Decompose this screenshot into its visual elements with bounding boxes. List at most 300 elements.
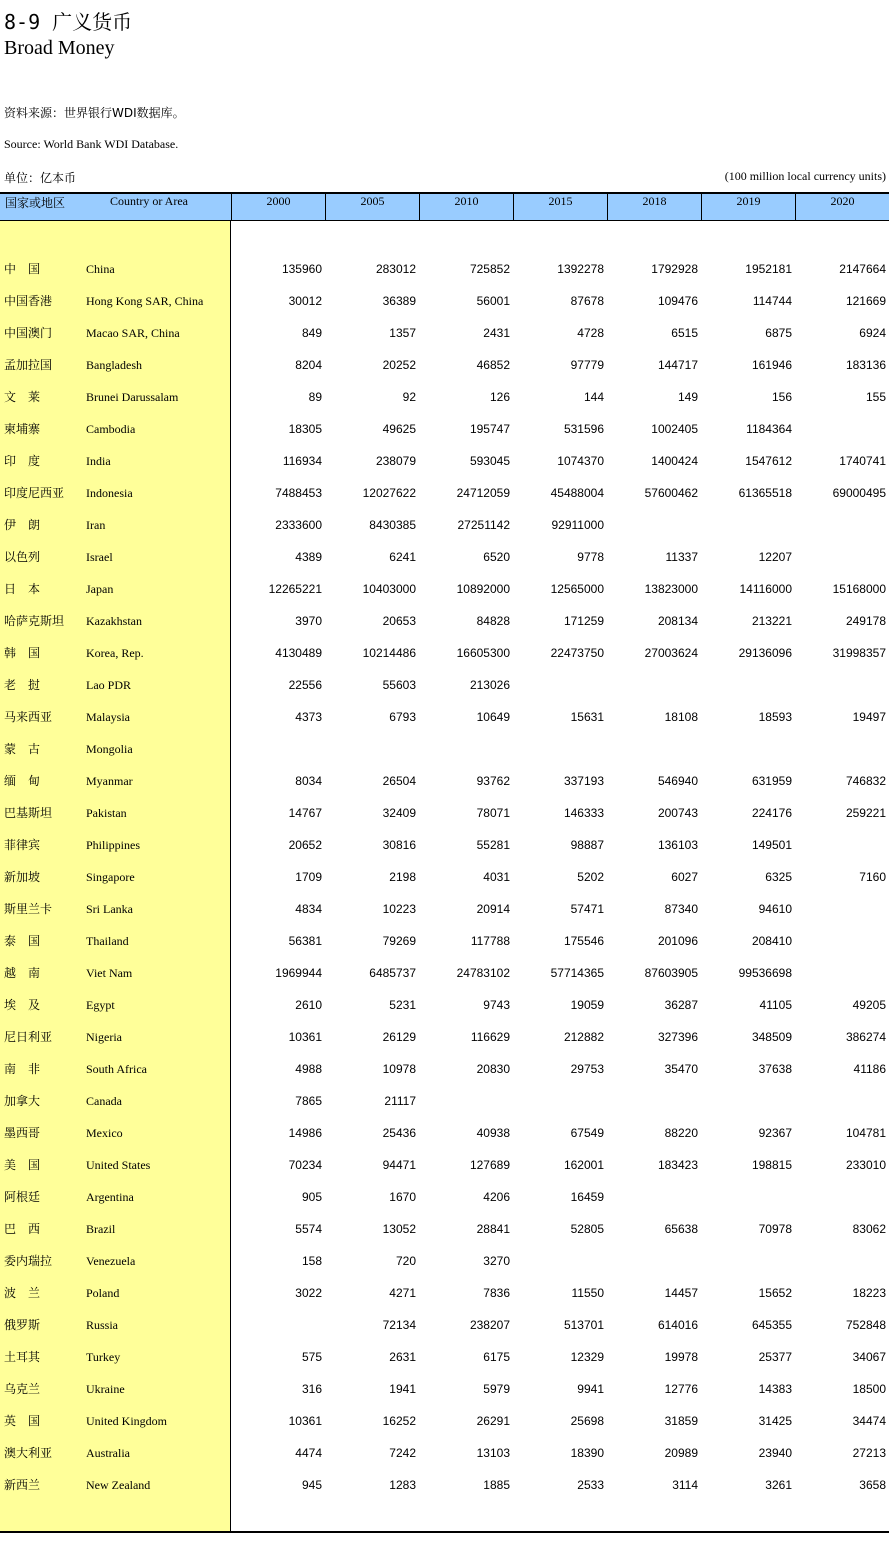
table-row [0, 1021, 889, 1053]
country-name-en: Mexico [86, 1126, 123, 1140]
value-cell: 348509 [751, 1030, 792, 1044]
table-row [0, 1469, 889, 1501]
table-row [0, 317, 889, 349]
value-cell: 56001 [476, 294, 510, 308]
value-cell: 87603905 [644, 966, 698, 980]
value-cell: 35470 [664, 1062, 698, 1076]
table-row [0, 765, 889, 797]
value-cell: 70234 [288, 1158, 322, 1172]
header-year: 2020 [795, 194, 889, 221]
value-cell: 34067 [852, 1350, 886, 1364]
value-cell: 249178 [845, 614, 886, 628]
country-name-en: South Africa [86, 1062, 147, 1076]
value-cell: 37638 [758, 1062, 792, 1076]
table-row [0, 285, 889, 317]
value-cell: 55281 [476, 838, 510, 852]
value-cell: 162001 [563, 1158, 604, 1172]
value-cell: 208134 [657, 614, 698, 628]
country-name-cn: 泰 国 [4, 934, 41, 948]
value-cell: 4130489 [275, 646, 322, 660]
unit-note-en: (100 million local currency units) [724, 169, 886, 183]
country-name-cn: 美 国 [4, 1158, 41, 1172]
value-cell: 25698 [570, 1414, 604, 1428]
value-cell: 327396 [657, 1030, 698, 1044]
value-cell: 10223 [382, 902, 416, 916]
value-cell: 144717 [657, 358, 698, 372]
value-cell: 18305 [288, 422, 322, 436]
value-cell: 1074370 [557, 454, 604, 468]
value-cell: 4031 [483, 870, 510, 884]
value-cell: 15168000 [832, 582, 886, 596]
country-name-cn: 柬埔寨 [4, 422, 41, 436]
value-cell: 146333 [563, 806, 604, 820]
value-cell: 6793 [389, 710, 416, 724]
value-cell: 20989 [664, 1446, 698, 1460]
table-row [0, 1245, 889, 1277]
country-name-en: United Kingdom [86, 1414, 167, 1428]
value-cell: 10978 [382, 1062, 416, 1076]
country-name-cn: 中国香港 [4, 294, 53, 308]
value-cell: 13103 [476, 1446, 510, 1460]
table-row [0, 1149, 889, 1181]
value-cell: 10649 [476, 710, 510, 724]
country-name-en: Myanmar [86, 774, 133, 788]
country-name-cn: 哈萨克斯坦 [4, 614, 65, 628]
value-cell: 201096 [657, 934, 698, 948]
value-cell: 4271 [389, 1286, 416, 1300]
value-cell: 2147664 [839, 262, 886, 276]
header-year: 2015 [513, 194, 607, 221]
value-cell: 2431 [483, 326, 510, 340]
value-cell: 19978 [664, 1350, 698, 1364]
value-cell: 945 [301, 1478, 322, 1492]
value-cell: 386274 [845, 1030, 886, 1044]
country-name-cn: 波 兰 [4, 1286, 41, 1300]
country-name-cn: 菲律宾 [4, 838, 41, 852]
value-cell: 6875 [765, 326, 792, 340]
value-cell: 6520 [483, 550, 510, 564]
value-cell: 10892000 [456, 582, 510, 596]
value-cell: 1357 [389, 326, 416, 340]
country-name-en: Mongolia [86, 742, 133, 756]
table-row [0, 413, 889, 445]
value-cell: 212882 [563, 1030, 604, 1044]
table-row [0, 989, 889, 1021]
value-cell: 127689 [469, 1158, 510, 1172]
table-row [0, 669, 889, 701]
country-name-en: Cambodia [86, 422, 136, 436]
value-cell: 720 [395, 1254, 416, 1268]
value-cell: 20914 [476, 902, 510, 916]
value-cell: 69000495 [832, 486, 886, 500]
value-cell: 61365518 [738, 486, 792, 500]
table-row [0, 829, 889, 861]
value-cell: 631959 [751, 774, 792, 788]
value-cell: 78071 [476, 806, 510, 820]
country-name-cn: 澳大利亚 [4, 1446, 53, 1460]
value-cell: 27251142 [457, 518, 510, 532]
value-cell: 10403000 [362, 582, 416, 596]
country-name-cn: 蒙 古 [4, 742, 41, 756]
country-name-cn: 巴基斯坦 [4, 806, 53, 820]
value-cell: 6924 [859, 326, 886, 340]
table-row [0, 1373, 889, 1405]
country-name-cn: 阿根廷 [4, 1190, 41, 1204]
value-cell: 56381 [288, 934, 322, 948]
country-name-en: Korea, Rep. [86, 646, 144, 660]
table-row [0, 1437, 889, 1469]
unit-note-cn: 单位：亿本币 [4, 171, 77, 185]
value-cell: 1184364 [746, 422, 792, 436]
value-cell: 1002405 [651, 422, 698, 436]
value-cell: 9743 [483, 998, 510, 1012]
value-cell: 55603 [382, 678, 416, 692]
value-cell: 87340 [664, 902, 698, 916]
value-cell: 6325 [765, 870, 792, 884]
value-cell: 7488453 [275, 486, 322, 500]
value-cell: 14986 [288, 1126, 322, 1140]
value-cell: 8430385 [369, 518, 416, 532]
value-cell: 30816 [382, 838, 416, 852]
value-cell: 546940 [657, 774, 698, 788]
value-cell: 57471 [570, 902, 604, 916]
value-cell: 34474 [852, 1414, 886, 1428]
value-cell: 52805 [570, 1222, 604, 1236]
header-year: 2005 [325, 194, 419, 221]
value-cell: 22473750 [550, 646, 604, 660]
value-cell: 93762 [476, 774, 510, 788]
value-cell: 25436 [382, 1126, 416, 1140]
value-cell: 12329 [570, 1350, 604, 1364]
table-row [0, 1181, 889, 1213]
value-cell: 905 [301, 1190, 322, 1204]
country-name-cn: 马来西亚 [4, 710, 53, 724]
value-cell: 12265221 [268, 582, 322, 596]
table-row [0, 445, 889, 477]
country-name-cn: 墨西哥 [4, 1126, 41, 1140]
value-cell: 24783102 [456, 966, 510, 980]
value-cell: 12207 [758, 550, 792, 564]
value-cell: 11550 [571, 1286, 604, 1300]
value-cell: 4728 [577, 326, 604, 340]
table-row [0, 1277, 889, 1309]
country-name-cn: 南 非 [4, 1062, 41, 1076]
table-row [0, 349, 889, 381]
value-cell: 20252 [382, 358, 416, 372]
value-cell: 116934 [282, 454, 322, 468]
value-cell: 1709 [295, 870, 322, 884]
value-cell: 18390 [570, 1446, 604, 1460]
value-cell: 26504 [382, 774, 416, 788]
value-cell: 12027622 [362, 486, 416, 500]
value-cell: 89 [308, 390, 322, 404]
country-name-cn: 斯里兰卡 [4, 902, 53, 916]
table-row [0, 637, 889, 669]
value-cell: 158 [301, 1254, 322, 1268]
country-name-cn: 俄罗斯 [4, 1318, 41, 1332]
value-cell: 2198 [389, 870, 416, 884]
value-cell: 20652 [288, 838, 322, 852]
value-cell: 149 [677, 390, 698, 404]
value-cell: 18223 [852, 1286, 886, 1300]
value-cell: 27213 [852, 1446, 886, 1460]
table-row [0, 733, 889, 765]
value-cell: 7865 [295, 1094, 322, 1108]
value-cell: 104781 [845, 1126, 886, 1140]
table-header [0, 192, 889, 221]
value-cell: 316 [301, 1382, 322, 1396]
country-name-en: Thailand [86, 934, 129, 948]
table-row [0, 797, 889, 829]
table-row [0, 605, 889, 637]
value-cell: 94471 [382, 1158, 416, 1172]
value-cell: 36287 [664, 998, 698, 1012]
country-name-cn: 孟加拉国 [4, 358, 53, 372]
country-name-cn: 新加坡 [4, 870, 41, 884]
value-cell: 10361 [288, 1414, 322, 1428]
country-name-en: Brazil [86, 1222, 116, 1236]
value-cell: 1400424 [651, 454, 698, 468]
value-cell: 79269 [382, 934, 416, 948]
table-row [0, 1053, 889, 1085]
value-cell: 21117 [384, 1094, 416, 1108]
value-cell: 233010 [845, 1158, 886, 1172]
value-cell: 1392278 [557, 262, 604, 276]
table-row [0, 1309, 889, 1341]
value-cell: 1740741 [839, 454, 886, 468]
value-cell: 14457 [664, 1286, 698, 1300]
country-name-en: Japan [86, 582, 114, 596]
value-cell: 49625 [382, 422, 416, 436]
country-name-cn: 乌克兰 [4, 1382, 41, 1396]
value-cell: 752848 [845, 1318, 886, 1332]
value-cell: 72134 [382, 1318, 416, 1332]
value-cell: 337193 [563, 774, 604, 788]
country-name-en: Macao SAR, China [86, 326, 180, 340]
value-cell: 6515 [671, 326, 698, 340]
value-cell: 27003624 [644, 646, 698, 660]
country-name-en: Egypt [86, 998, 115, 1012]
value-cell: 283012 [375, 262, 416, 276]
value-cell: 65638 [664, 1222, 698, 1236]
value-cell: 28841 [476, 1222, 510, 1236]
country-name-cn: 印度尼西亚 [4, 486, 65, 500]
page-title: Broad Money [4, 37, 115, 59]
value-cell: 213026 [469, 678, 510, 692]
country-name-cn: 土耳其 [4, 1350, 41, 1364]
header-year: 2010 [419, 194, 513, 221]
value-cell: 183136 [845, 358, 886, 372]
country-name-en: Bangladesh [86, 358, 142, 372]
country-name-en: Brunei Darussalam [86, 390, 179, 404]
value-cell: 67549 [570, 1126, 604, 1140]
value-cell: 20653 [382, 614, 416, 628]
country-name-en: Kazakhstan [86, 614, 142, 628]
value-cell: 6241 [389, 550, 416, 564]
value-cell: 10214486 [362, 646, 416, 660]
country-name-cn: 越 南 [4, 966, 41, 980]
value-cell: 849 [301, 326, 322, 340]
country-name-en: Argentina [86, 1190, 134, 1204]
value-cell: 10361 [288, 1030, 322, 1044]
value-cell: 22556 [288, 678, 322, 692]
value-cell: 144 [583, 390, 604, 404]
table-row [0, 541, 889, 573]
value-cell: 136103 [657, 838, 698, 852]
value-cell: 126 [489, 390, 510, 404]
value-cell: 26291 [476, 1414, 510, 1428]
value-cell: 16459 [570, 1190, 604, 1204]
value-cell: 19497 [852, 710, 886, 724]
country-name-en: United States [86, 1158, 151, 1172]
value-cell: 98887 [570, 838, 604, 852]
value-cell: 97779 [570, 358, 604, 372]
value-cell: 14383 [758, 1382, 792, 1396]
country-name-en: Lao PDR [86, 678, 131, 692]
value-cell: 238207 [469, 1318, 510, 1332]
value-cell: 41186 [853, 1062, 886, 1076]
value-cell: 13052 [382, 1222, 416, 1236]
value-cell: 2631 [389, 1350, 416, 1364]
country-name-en: Nigeria [86, 1030, 122, 1044]
value-cell: 32409 [382, 806, 416, 820]
value-cell: 87678 [570, 294, 604, 308]
value-cell: 238079 [375, 454, 416, 468]
value-cell: 45488004 [550, 486, 604, 500]
country-name-en: Pakistan [86, 806, 127, 820]
country-name-en: Viet Nam [86, 966, 133, 980]
value-cell: 1885 [483, 1478, 510, 1492]
value-cell: 57600462 [644, 486, 698, 500]
header-year: 2018 [607, 194, 701, 221]
country-name-cn: 韩 国 [4, 646, 41, 660]
value-cell: 18593 [758, 710, 792, 724]
value-cell: 3970 [295, 614, 322, 628]
table-row [0, 1405, 889, 1437]
value-cell: 161946 [751, 358, 792, 372]
value-cell: 12776 [664, 1382, 698, 1396]
value-cell: 92 [402, 390, 416, 404]
value-cell: 7242 [389, 1446, 416, 1460]
value-cell: 1670 [389, 1190, 416, 1204]
header-year: 2000 [231, 194, 325, 221]
value-cell: 3114 [672, 1478, 698, 1492]
value-cell: 645355 [751, 1318, 792, 1332]
source-note-cn: 资料来源：世界银行WDI数据库。 [4, 106, 185, 120]
value-cell: 5202 [577, 870, 604, 884]
value-cell: 11337 [665, 550, 698, 564]
table-row [0, 253, 889, 285]
value-cell: 117788 [470, 934, 510, 948]
value-cell: 3270 [483, 1254, 510, 1268]
country-name-cn: 中 国 [4, 262, 41, 276]
value-cell: 9941 [577, 1382, 604, 1396]
value-cell: 29753 [570, 1062, 604, 1076]
country-name-en: Ukraine [86, 1382, 125, 1396]
value-cell: 7836 [483, 1286, 510, 1300]
value-cell: 155 [865, 390, 886, 404]
value-cell: 36389 [382, 294, 416, 308]
country-name-en: Singapore [86, 870, 135, 884]
value-cell: 14116000 [739, 582, 792, 596]
value-cell: 135960 [281, 262, 322, 276]
table-bottom-rule [0, 1531, 889, 1533]
value-cell: 15652 [758, 1286, 792, 1300]
value-cell: 531596 [563, 422, 604, 436]
value-cell: 14767 [288, 806, 322, 820]
value-cell: 1952181 [745, 262, 792, 276]
value-cell: 156 [771, 390, 792, 404]
country-name-cn: 文 莱 [4, 390, 41, 404]
value-cell: 6485737 [369, 966, 416, 980]
country-name-cn: 日 本 [4, 582, 41, 596]
country-name-cn: 加拿大 [4, 1094, 41, 1108]
country-name-en: Malaysia [86, 710, 130, 724]
value-cell: 29136096 [738, 646, 792, 660]
value-cell: 24712059 [456, 486, 510, 500]
value-cell: 3261 [765, 1478, 792, 1492]
value-cell: 25377 [758, 1350, 792, 1364]
value-cell: 99536698 [738, 966, 792, 980]
value-cell: 2533 [577, 1478, 604, 1492]
value-cell: 200743 [657, 806, 698, 820]
value-cell: 4834 [295, 902, 322, 916]
table-row [0, 1085, 889, 1117]
value-cell: 46852 [476, 358, 510, 372]
country-name-cn: 印 度 [4, 454, 41, 468]
value-cell: 575 [301, 1350, 322, 1364]
value-cell: 4389 [295, 550, 322, 564]
value-cell: 41105 [759, 998, 792, 1012]
table-row [0, 381, 889, 413]
value-cell: 198815 [751, 1158, 792, 1172]
header-country-cn: 国家或地区 [5, 196, 66, 210]
table-row [0, 1341, 889, 1373]
value-cell: 84828 [476, 614, 510, 628]
value-cell: 31425 [758, 1414, 792, 1428]
value-cell: 4988 [295, 1062, 322, 1076]
value-cell: 171259 [563, 614, 604, 628]
value-cell: 593045 [469, 454, 510, 468]
value-cell: 2610 [295, 998, 322, 1012]
country-name-en: New Zealand [86, 1478, 151, 1492]
table-row [0, 925, 889, 957]
country-name-cn: 伊 朗 [4, 518, 41, 532]
value-cell: 6027 [671, 870, 698, 884]
value-cell: 16605300 [456, 646, 510, 660]
value-cell: 5574 [295, 1222, 322, 1236]
value-cell: 5231 [389, 998, 416, 1012]
country-name-en: Australia [86, 1446, 130, 1460]
value-cell: 8204 [295, 358, 322, 372]
value-cell: 26129 [382, 1030, 416, 1044]
value-cell: 114744 [752, 294, 792, 308]
value-cell: 40938 [476, 1126, 510, 1140]
table-row [0, 957, 889, 989]
value-cell: 513701 [563, 1318, 604, 1332]
value-cell: 224176 [751, 806, 792, 820]
country-name-cn: 巴 西 [4, 1222, 41, 1236]
value-cell: 1969944 [275, 966, 322, 980]
value-cell: 3022 [295, 1286, 322, 1300]
value-cell: 92911000 [551, 518, 604, 532]
country-name-cn: 委内瑞拉 [4, 1254, 53, 1268]
value-cell: 70978 [758, 1222, 792, 1236]
country-name-cn: 以色列 [4, 550, 41, 564]
value-cell: 195747 [469, 422, 510, 436]
country-name-cn: 中国澳门 [4, 326, 53, 340]
value-cell: 18500 [852, 1382, 886, 1396]
